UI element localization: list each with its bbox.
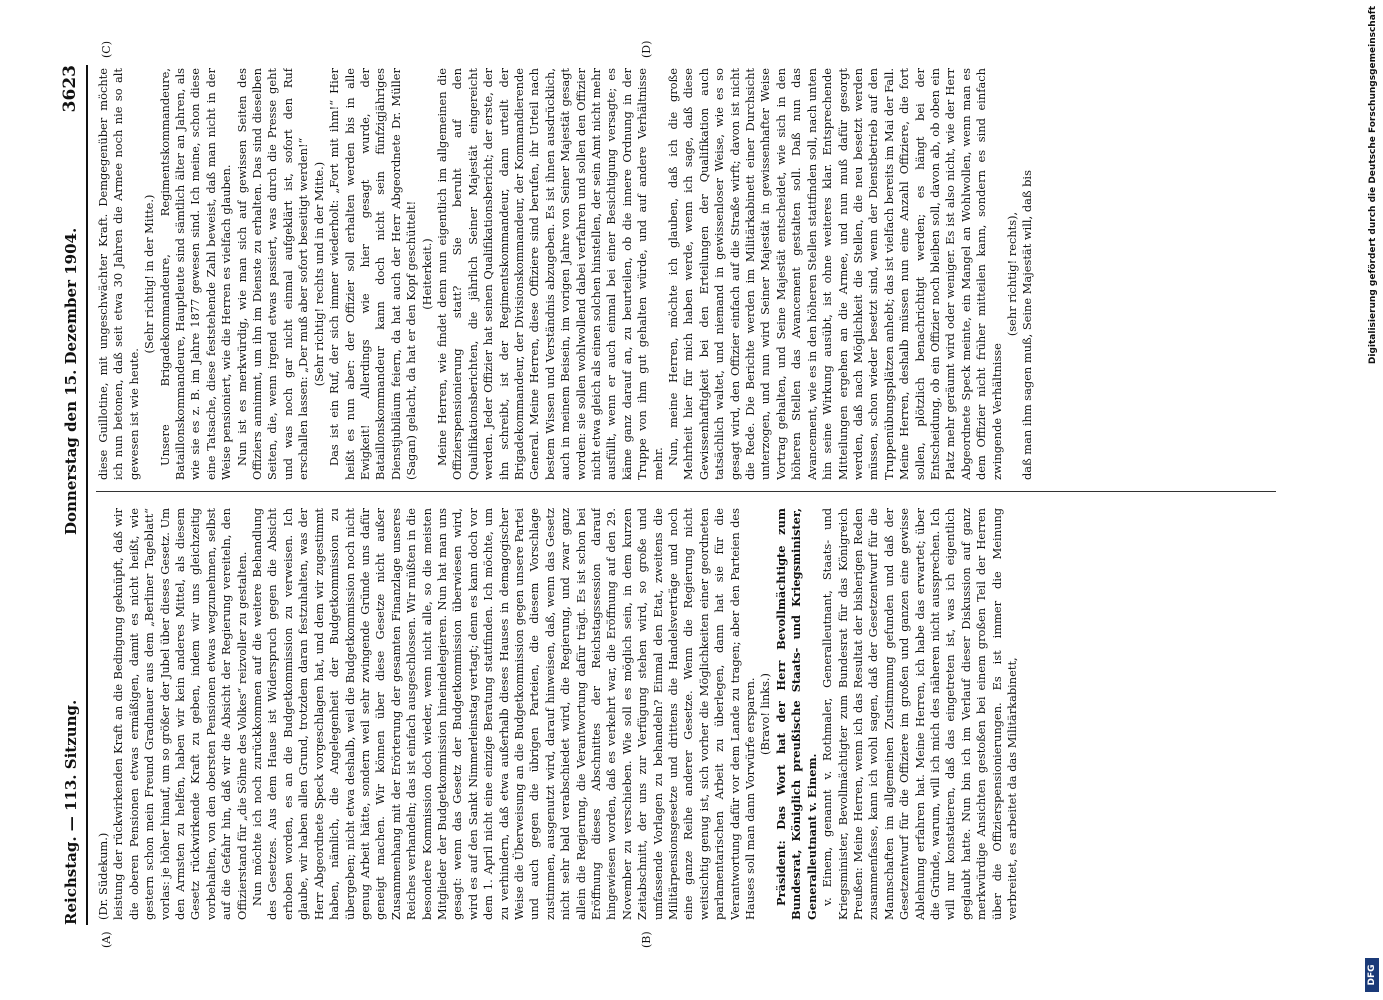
interjection: (Sehr richtig! in der Mitte.) bbox=[142, 194, 157, 354]
right-column bbox=[96, 68, 1276, 480]
paragraph: Das ist ein Ruf, der sich immer wiederholt: „Fort mit ihm!“ Hier heißt es nun aber: der Offizier soll erhalten werden bis in alle Ewigkeit! Allerdings wie hier gesagt wurde, der Bataillonskommandeur kann doch nicht sein fünfzigjähriges Dienstjubiläum feiern, da hat auch der Herr Abgeordnete Dr. Müller (Sagan) gelacht, da hat er den Kopf geschüttelt! bbox=[327, 68, 419, 480]
header-date: Donnerstag den 15. Dezember 1904. bbox=[62, 227, 80, 535]
paragraph: Nun, meine Herren, möchte ich glauben, daß ich die große Mehrheit hier für mich haben werde, wenn ich sage, daß diese Gewissenhaftigkeit bei den Erteilungen der Qualifikation auch tatsächlich waltet, und niemand in gewissenloser Weise, wie es so gesagt wird, den Offizier einfach auf die Straße wirft; davon ist nicht die Rede. Die Berichte werden im Militärkabinett einer Durchsicht unterzogen, und nun wird Seiner Majestät in gewissenhafter Weise Vortrag gehalten, und Seine Majestät entscheidet, wie sich in den höheren Stellen das Avancement gestalten soll. Daß nun das Avancement, wie es in den höheren Stellen stattfinden soll, nach unten hin seine Wirkung ausübt, ist ohne weiteres klar. Entsprechende Mitteilungen ergehen an die Armee, und nun muß dafür gesorgt werden, daß nach Möglichkeit die Stellen, die neu besetzt werden müssen, schon wieder besetzt sind, wenn der Dienstbetrieb auf den Truppenübungsplätzen anhebt; das ist vielfach bereits im Mai der Fall. Meine Herren, deshalb müssen nun eine Anzahl Offiziere, die fort sollen, plötzlich benachrichtigt werden; es hängt bei der Entscheidung, ob ein Offizier noch bleiben soll, davon ab, ob oben ein Platz mehr geräumt wird oder weniger. Es ist also nicht, wie der Herr Abgeordnete Speck meinte, ein Mangel an Wohlwollen, wenn man es dem Offizier nicht früher mitteilen kann, sondern es sind einfach zwingende Verhältnisse bbox=[666, 68, 1004, 480]
paragraph: Meine Herren, wie findet denn nun eigentlich im allgemeinen die Offizierspensionierung statt? Sie beruht auf den Qualifikationsberichten, die jährlich Seiner Majestät eingereicht werden. Jeder Offizier hat seinen Qualifikationsbericht; der erste, der ihn schreibt, ist der Regimentskommandeur, dann urteilt der Brigadekommandeur, der Divisionskommandeur, der Kommandierende General. Meine Herren, diese Offiziere sind berufen, ihr Urteil nach bestem Wissen und Verständnis abzugeben. Es ist ihnen ausdrücklich, auch in meinem Beisein, im vorigen Jahre von Seiner Majestät gesagt worden: sie sollen wohlwollend dabei verfahren und sollen den Offizier nicht etwa gleich als einen solchen hinstellen, der sein Amt nicht mehr ausfüllt, wenn er auch einmal bei einer Besichtigung versagte; es käme ganz darauf an, zu beurteilen, ob die innere Ordnung in der Truppe von ihm gut gehalten würde, und auf andere Verhältnisse mehr. bbox=[434, 68, 665, 480]
minister-speech: v. Einem, genannt v. Rothmaler, Generalleutnant, Staats- und Kriegsminister, Bevollmächtigter zum Bundesrat für das Königreich Preußen: Meine Herren, wenn ich das Resultat der bisherigen Reden zusammenfasse, kann ich wohl sagen, daß der Gesetzentwurf für die Mannschaften im allgemeinen Zustimmung gefunden und daß der Gesetzentwurf für die Offiziere im großen und ganzen eine gewisse Ablehnung erfahren hat. Meine Herren, ich habe das erwartet; über die Gründe, warum, will ich mich des näheren nicht aussprechen. Ich will nur konstatieren, daß das eingetreten ist, was ich eigentlich geglaubt hatte. Nun bin ich im Verlauf dieser Diskussion auf ganz merkwürdige Ansichten gestoßen bei einem großen Teil der Herren über die Offizierspensionierungen. Es ist immer die Meinung verbreitet, es arbeitet da das Militärkabinett, bbox=[820, 508, 1019, 920]
interjection: (Sehr richtig! rechts und in der Mitte.) bbox=[311, 161, 326, 387]
interjection: (Heiterkeit.) bbox=[419, 238, 434, 310]
paragraph: Unsere Brigadekommandeure, Regimentskommandeure, Bataillonskommandeure, Hauptleute sind sämtlich älter an Jahren, als wie sie es z. B. im Jahre 1877 gewesen sind. Ich meine, schon diese eine Tatsache, diese feststehende Zahl beweist, daß man nicht in der Weise pensioniert, wie die Herren es vielfach glauben. bbox=[157, 68, 234, 480]
last-line: daß man ihm sagen muß, Seine Majestät will, daß bis bbox=[1020, 170, 1035, 480]
interjection: (sehr richtig! rechts), bbox=[1004, 211, 1019, 337]
page-number: 3623 bbox=[60, 65, 80, 113]
digitization-credit bbox=[1367, 0, 1383, 1000]
column-divider bbox=[96, 491, 1276, 492]
marker-d: (D) bbox=[640, 40, 653, 58]
paragraph: leistung der rückwirkenden Kraft an die Bedingung geknüpft, daß wir die oberen Pensionen etwas ermäßigen, damit es nicht heißt, wie gestern schon mein Freund Gradnauer aus dem „Berliner Tageblatt“ vorlas: je höher hinauf, um so größer der Jubel über dieses Gesetz. Um den Armsten zu helfen, haben wir kein anderes Mittel, als diesem Gesetz rückwirkende Kraft zu geben, indem wir uns gleichzeitig vorbehalten, von den obersten Pensionen etwas wegzunehmen, selbst auf die Gefahr hin, daß wir die Absicht der Regierung vereiteln, den Offizierstand für „die Söhne des Volkes“ reizvoller zu gestalten. bbox=[111, 508, 249, 920]
marker-c: (C) bbox=[100, 41, 113, 58]
paragraph: Nun ist es merkwürdig, wie man sich auf gewissen Seiten des Offiziers annimmt, um ihn im Dienste zu erhalten. Das sind dieselben Seiten, die, wenn irgend etwas passiert, was durch die Presse geht und was noch gar nicht einmal aufgeklärt ist, sofort den Ruf erschallen lassen: „Der muß aber sofort beseitigt werden!“ bbox=[234, 68, 311, 480]
president-statement: Präsident: Das Wort hat der Herr Bevollmächtigte zum Bundesrat, Königlich preußische Staats- und Kriegsminister, Generalleutnant v. Einem. bbox=[773, 508, 819, 920]
speaker-note: (Dr. Südekum.) bbox=[96, 832, 110, 920]
paragraph: Nun möchte ich noch zurückkommen auf die weitere Behandlung des Gesetzes. Aus dem Hause ist Widerspruch gegen die Absicht erhoben worden, es an die Budgetkommission zu verweisen. Ich glaube, wir haben allen Grund, trotzdem daran festzuhalten, was der Herr Abgeordnete Speck vorgeschlagen hat, und dem wir zugestimmt haben, nämlich, die Angelegenheit der Budgetkommission zu übergeben; nicht etwa deshalb, weil die Budgetkommission noch nicht genug Arbeit hätte, sondern weil sehr zwingende Gründe uns dafür geneigt machen. Wir können über diese Gesetze nicht außer Zusammenhang mit der Erörterung der gesamten Finanzlage unseres Reiches verhandeln; das ist einfach ausgeschlossen. Wir müßten in die besondere Kommission doch wieder, wenn nicht alle, so die meisten Mitglieder der Budgetkommission hineindelegieren. Nun hat man uns gesagt: wenn das Gesetz der Budgetkommission überwiesen wird, wird es auf den Sankt Nimmerleinstag vertagt; denn es kann doch vor dem 1. April nicht eine einzige Beratung stattfinden. Ich möchte, um zu verhindern, daß etwa außerhalb dieses Hauses in demagogischer Weise die Überweisung an die Budgetkommission gegen unsere Partei und auch gegen die übrigen Parteien, die diesem Vorschlage zustimmen, ausgenutzt wird, darauf hinweisen, daß, wenn das Gesetz nicht sehr bald verabschiedet wird, die Regierung, und zwar ganz allein die Regierung, die Verantwortung dafür trägt. Es ist schon bei Eröffnung dieses Abschnittes der Reichstagssession darauf hingewiesen worden, daß es verkehrt war, die Eröffnung auf den 29. November zu verschieben. Wie soll es möglich sein, in dem kurzen Zeitabschnitt, der uns zur Verfügung stehen wird, so große und umfassende Vorlagen zu behandeln? Einmal den Etat, zweitens die Militärpensionsgesetze und drittens die Handelsverträge und noch eine ganze Reihe anderer Gesetze. Wenn die Regierung nicht weitsichtig genug ist, sich vorher die Möglichkeiten einer geordneten parlamentarischen Arbeit zu überlegen, dann hat sie für die Verantwortung dafür vor dem Lande zu tragen; aber den Parteien des Hauses soll man dann Vorwürfe ersparen. bbox=[250, 508, 758, 920]
marker-a: (A) bbox=[100, 931, 113, 948]
marker-b: (B) bbox=[640, 931, 653, 948]
header-session: Reichstag. — 113. Sitzung. bbox=[62, 699, 80, 925]
applause-note: (Bravo! links.) bbox=[758, 673, 773, 755]
digitization-text: Digitalisierung gefördert durch die Deutsche Forschungsgemeinschaft bbox=[1368, 6, 1378, 365]
dfg-logo: DFG bbox=[1365, 958, 1379, 992]
left-column bbox=[96, 508, 1276, 920]
paragraph: diese Guillotine, mit ungeschwächter Kraft. Demgegenüber möchte ich nun betonen, daß seit etwa 30 Jahren die Armee noch nie so alt gewesen ist wie heute. bbox=[96, 68, 141, 480]
page-header bbox=[60, 65, 88, 925]
